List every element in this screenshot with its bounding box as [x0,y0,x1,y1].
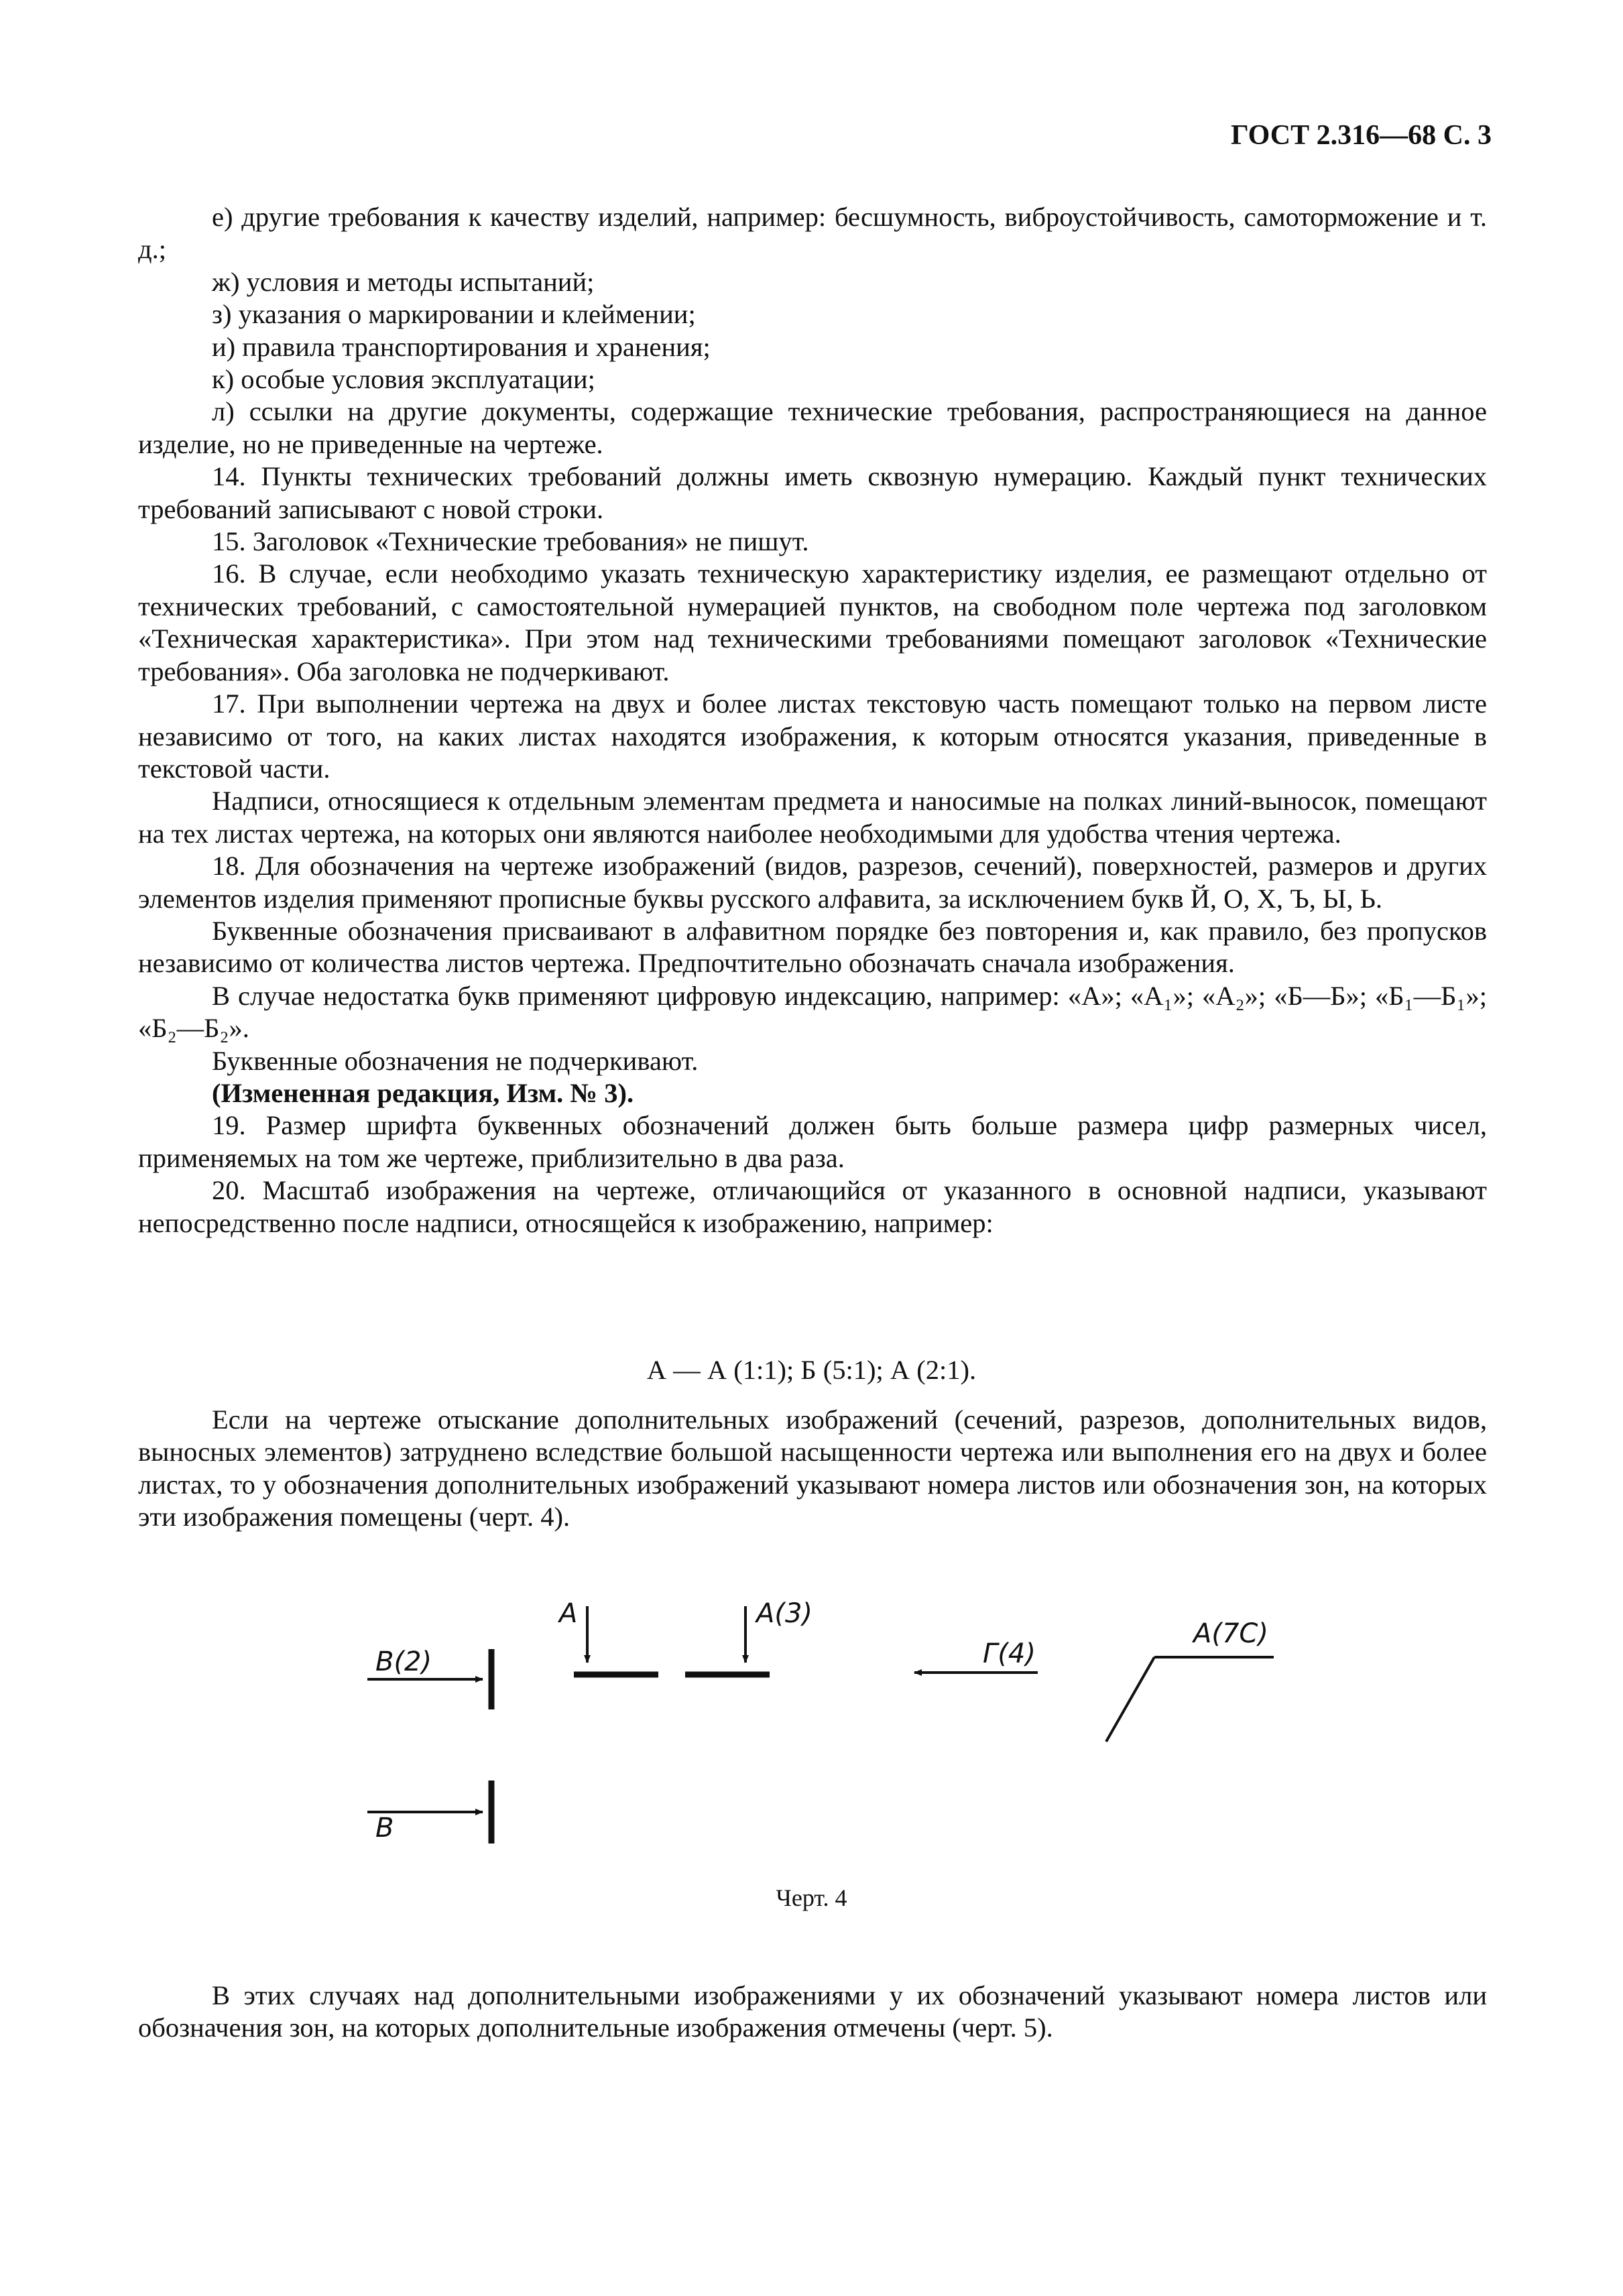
page-header: ГОСТ 2.316—68 С. 3 [1230,120,1492,151]
scale-example: А — А (1:1); Б (5:1); А (2:1). [646,1355,977,1385]
label-a3: А(3) [756,1598,813,1629]
paragraph: В этих случаях над дополнительными изображениями у их обозначений указывают номера листов или обозначения зон, на которых дополнительные изображения отмечены (черт. 5). [138,1980,1487,2043]
paragraph: Надписи, относящиеся к отдельным элементам предмета и наносимые на полках линий-выносок, помещают на тех листах чертежа, на которых они являются наиболее необходимыми для удобства чтения чертежа. [138,786,1487,849]
paragraph: 18. Для обозначения на чертеже изображений (видов, разрезов, сечений), поверхностей, размеров и других элементов изделия применяют прописные буквы русского алфавита, за исключением букв Й, О, Х, Ъ, Ы, Ь. [138,851,1487,914]
paragraph: з) указания о маркировании и клеймении; [212,299,696,330]
label-g4: Г(4) [983,1638,1036,1669]
label-v: В [375,1813,394,1844]
figure-4 [0,1555,1623,1864]
paragraph: В случае недостатка букв применяют цифровую индексацию, например: «А»; «А₁»; «А₂»; «Б—Б»; «Б₁—Б₁»; «Б₂—Б₂». [138,980,1487,1044]
paragraph: ж) условия и методы испытаний; [212,266,595,297]
label-v2: В(2) [375,1646,432,1677]
label-a7c: А(7С) [1193,1618,1268,1649]
paragraph: 14. Пункты технических требований должны иметь сквозную нумерацию. Каждый пункт технических требований записывают с новой строки. [138,461,1487,524]
paragraph: и) правила транспортирования и хранения; [212,331,711,362]
amendment-note: (Измененная редакция, Изм. № 3). [212,1077,634,1108]
paragraph: 16. В случае, если необходимо указать техническую характеристику изделия, ее размещают отдельно от технических требований, с самостоятельной нумерацией пунктов, на свободном поле чертежа под заголовком «Техническая характеристика». При этом над техническими требованиями помещают заголовок «Технические требования». Оба заголовка не подчеркивают. [138,558,1487,686]
body-text-3 [138,1980,1487,2045]
paragraph: 15. Заголовок «Технические требования» не пишут. [212,526,809,557]
paragraph: 19. Размер шрифта буквенных обозначений должен быть больше размера цифр размерных чисел, применяемых на том же чертеже, приблизительно в два раза. [138,1110,1487,1173]
paragraph: 20. Масштаб изображения на чертеже, отличающийся от указанного в основной надписи, указывают непосредственно после надписи, относящейся к изображению, например: [138,1175,1487,1238]
paragraph: л) ссылки на другие документы, содержащие технические требования, распространяющиеся на данное изделие, но не приведенные на чертеже. [138,396,1487,459]
label-a: А [559,1598,578,1629]
paragraph: е) другие требования к качеству изделий, например: бесшумность, виброустойчивость, самоторможение и т. д.; [138,202,1487,265]
paragraph: к) особые условия эксплуатации; [212,364,595,395]
body-text-2 [138,1404,1487,1534]
leader-line-a7c [1106,1657,1154,1742]
paragraph: 17. При выполнении чертежа на двух и более листах текстовую часть помещают только на первом листе независимо от того, на каких листах находятся изображения, к которым относятся указания, приведенные в текстовой части. [138,688,1487,784]
paragraph: Буквенные обозначения присваивают в алфавитном порядке без повторения и, как правило, без пропусков независимо от количества листов чертежа. Предпочтительно обозначать сначала изображения. [138,915,1487,979]
paragraph: Если на чертеже отыскание дополнительных изображений (сечений, разрезов, дополнительных видов, выносных элементов) затруднено вследствие большой насыщенности чертежа или выполнения его на двух и более листах, то у обозначения дополнительных изображений указывают номера листов или обозначения зон, на которых эти изображения помещены (черт. 4). [138,1404,1487,1532]
paragraph: Буквенные обозначения не подчеркивают. [212,1045,699,1076]
body-text [138,201,1487,1240]
figure-caption: Черт. 4 [776,1884,847,1911]
